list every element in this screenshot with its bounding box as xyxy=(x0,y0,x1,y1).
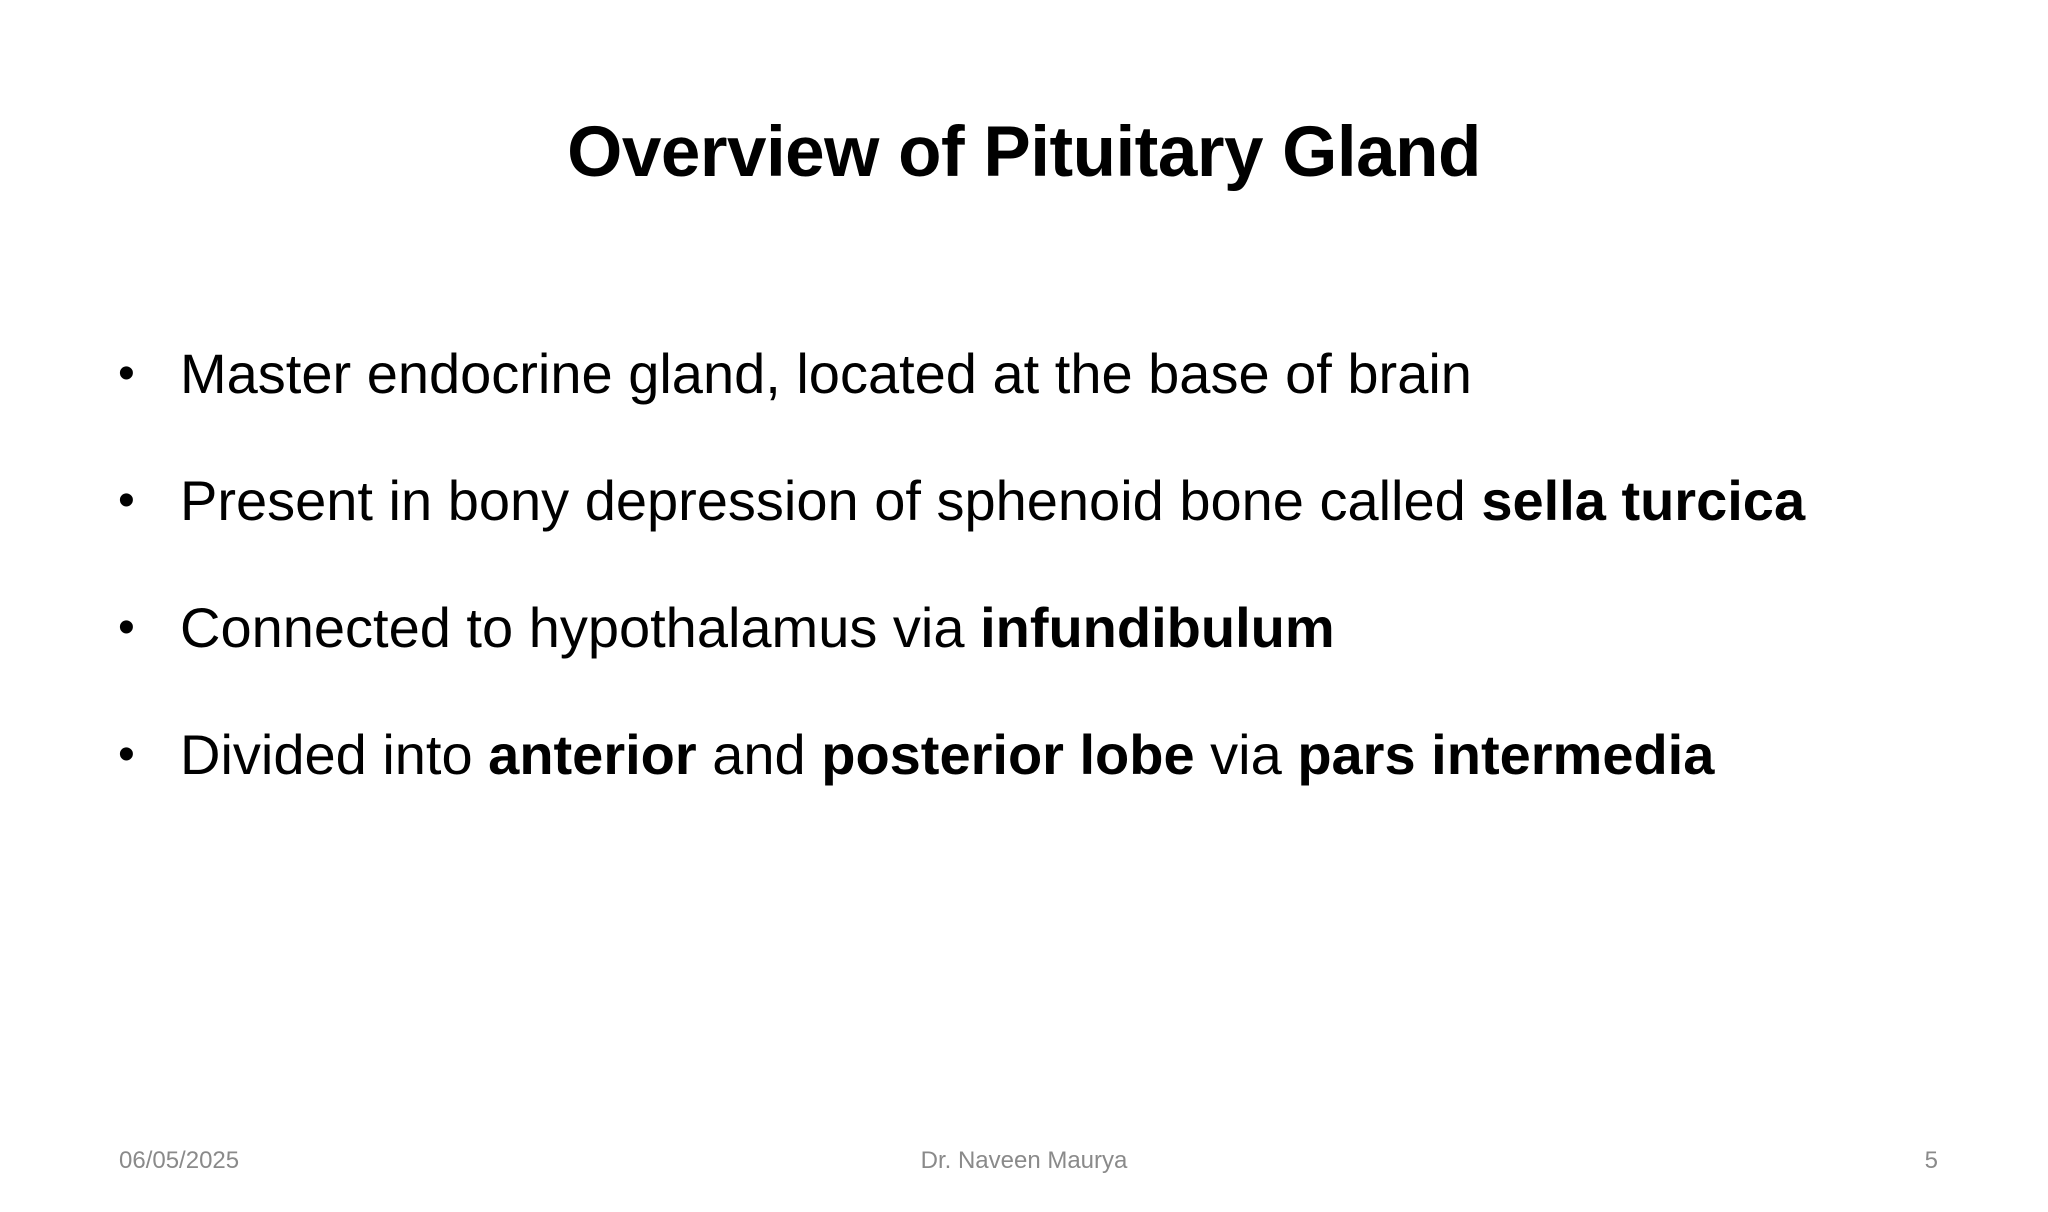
bullet-marker: • xyxy=(118,474,135,527)
bullet-text xyxy=(180,587,1335,669)
bullet-segment: Connected to hypothalamus via xyxy=(180,596,981,659)
slide-title: Overview of Pituitary Gland xyxy=(567,113,1481,192)
bullet-item xyxy=(118,587,1998,714)
footer-author: Dr. Naveen Maurya xyxy=(920,1147,1128,1174)
bullet-segment: via xyxy=(1194,723,1298,786)
footer-page-number: 5 xyxy=(1924,1147,1938,1174)
bullet-item xyxy=(118,333,1998,460)
bullet-marker: • xyxy=(118,728,135,781)
bullet-list xyxy=(118,333,1998,841)
bullet-segment-bold: anterior xyxy=(488,723,697,786)
bullet-segment: Divided into xyxy=(180,723,489,786)
bullet-segment-bold: pars intermedia xyxy=(1297,723,1715,786)
bullet-item xyxy=(118,460,1998,587)
bullet-segment: Master endocrine gland, located at the base of brain xyxy=(180,342,1472,405)
bullet-segment: and xyxy=(696,723,822,786)
bullet-text xyxy=(180,460,1805,542)
bullet-item xyxy=(118,714,1998,841)
bullet-segment: Present in bony depression of sphenoid bone called xyxy=(180,469,1482,532)
bullet-segment-bold: posterior lobe xyxy=(821,723,1195,786)
bullet-segment-bold: infundibulum xyxy=(980,596,1335,659)
bullet-text xyxy=(180,333,1472,415)
bullet-text xyxy=(180,714,1714,796)
bullet-segment-bold: sella turcica xyxy=(1481,469,1806,532)
bullet-marker: • xyxy=(118,601,135,654)
footer-date: 06/05/2025 xyxy=(119,1147,240,1174)
bullet-marker: • xyxy=(118,347,135,400)
